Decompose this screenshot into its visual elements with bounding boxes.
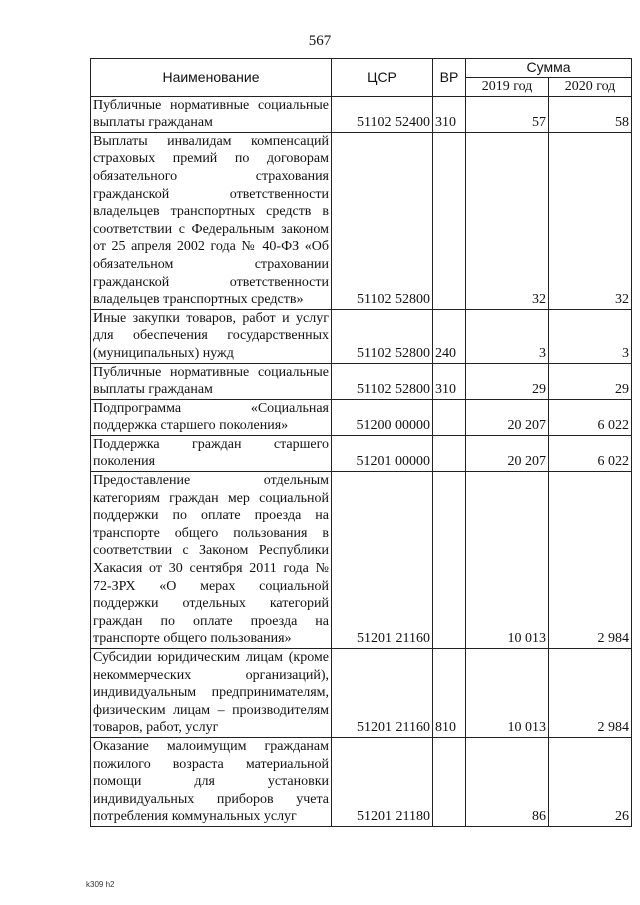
row-amount-2019-cell: 32 — [466, 132, 549, 309]
column-header-year-2020: 2020 год — [549, 77, 632, 96]
table-row — [91, 737, 632, 826]
table-row — [91, 435, 632, 471]
row-vr-cell — [433, 399, 466, 435]
row-amount-2020-cell: 32 — [549, 132, 632, 309]
row-name-cell: Публичные нормативные социальные выплаты гражданам — [91, 363, 332, 399]
row-amount-2019-cell: 57 — [466, 96, 549, 132]
row-name-cell: Оказание малоимущим гражданам пожилого возраста материальной помощи для установки индивидуальных приборов учета потребления коммунальных услуг — [91, 737, 332, 826]
row-code-cell: 51102 52800 — [332, 363, 433, 399]
row-vr-cell — [433, 472, 466, 649]
row-name-cell: Подпрограмма «Социальная поддержка старшего поколения» — [91, 399, 332, 435]
row-amount-2019-cell: 86 — [466, 737, 549, 826]
row-name-cell: Предоставление отдельным категориям граждан мер социальной поддержки по оплате проезда на транспорте общего пользования в соответствии с Законом Республики Хакасия от 30 сентября 2011 года № 72-ЗРХ «О мерах социальной поддержки отдельных категорий граждан по оплате проезда на транспорте общего пользования» — [91, 472, 332, 649]
row-amount-2019-cell: 29 — [466, 363, 549, 399]
table-row — [91, 649, 632, 738]
row-amount-2020-cell: 2 984 — [549, 472, 632, 649]
row-name-cell: Выплаты инвалидам компенсаций страховых премий по договорам обязательного страхования гражданской ответственности владельцев транспортных средств в соответствии с Федеральным законом от 25 апреля 2002 года № 40-ФЗ «Об обязательном страховании гражданской ответственности владельцев транспортных средств» — [91, 132, 332, 309]
row-code-cell: 51201 21160 — [332, 649, 433, 738]
row-code-cell: 51201 00000 — [332, 435, 433, 471]
row-code-cell: 51102 52400 — [332, 96, 433, 132]
row-code-cell: 51200 00000 — [332, 399, 433, 435]
column-header-code: ЦСР — [332, 59, 433, 97]
row-vr-cell: 310 — [433, 96, 466, 132]
row-code-cell: 51201 21180 — [332, 737, 433, 826]
column-header-year-2019: 2019 год — [466, 77, 549, 96]
table-row — [91, 309, 632, 363]
row-vr-cell: 810 — [433, 649, 466, 738]
row-code-cell: 51201 21160 — [332, 472, 433, 649]
row-amount-2019-cell: 3 — [466, 309, 549, 363]
budget-table — [90, 58, 632, 827]
row-vr-cell: 240 — [433, 309, 466, 363]
table-body — [91, 96, 632, 826]
page-number: 567 — [308, 33, 332, 49]
row-amount-2019-cell: 10 013 — [466, 472, 549, 649]
table-row — [91, 96, 632, 132]
row-vr-cell — [433, 435, 466, 471]
row-amount-2020-cell: 29 — [549, 363, 632, 399]
row-name-cell: Публичные нормативные социальные выплаты гражданам — [91, 96, 332, 132]
column-header-sum: Сумма — [466, 59, 632, 78]
row-code-cell: 51102 52800 — [332, 309, 433, 363]
row-amount-2020-cell: 3 — [549, 309, 632, 363]
footer-code: k309 h2 — [86, 880, 115, 889]
row-name-cell: Иные закупки товаров, работ и услуг для обеспечения государственных (муниципальных) нужд — [91, 309, 332, 363]
table-row — [91, 132, 632, 309]
row-amount-2019-cell: 20 207 — [466, 399, 549, 435]
column-header-name: Наименование — [91, 59, 332, 97]
table-header — [91, 59, 632, 97]
table-row — [91, 363, 632, 399]
row-vr-cell — [433, 737, 466, 826]
row-amount-2020-cell: 26 — [549, 737, 632, 826]
row-name-cell: Субсидии юридическим лицам (кроме некоммерческих организаций), индивидуальным предпринимателям, физическим лицам – производителям товаров, работ, услуг — [91, 649, 332, 738]
row-amount-2020-cell: 2 984 — [549, 649, 632, 738]
row-amount-2020-cell: 6 022 — [549, 399, 632, 435]
row-amount-2020-cell: 58 — [549, 96, 632, 132]
column-header-vr: ВР — [433, 59, 466, 97]
table-row — [91, 399, 632, 435]
table-row — [91, 472, 632, 649]
row-amount-2020-cell: 6 022 — [549, 435, 632, 471]
row-vr-cell — [433, 132, 466, 309]
row-amount-2019-cell: 20 207 — [466, 435, 549, 471]
row-code-cell: 51102 52800 — [332, 132, 433, 309]
row-name-cell: Поддержка граждан старшего поколения — [91, 435, 332, 471]
row-amount-2019-cell: 10 013 — [466, 649, 549, 738]
row-vr-cell: 310 — [433, 363, 466, 399]
